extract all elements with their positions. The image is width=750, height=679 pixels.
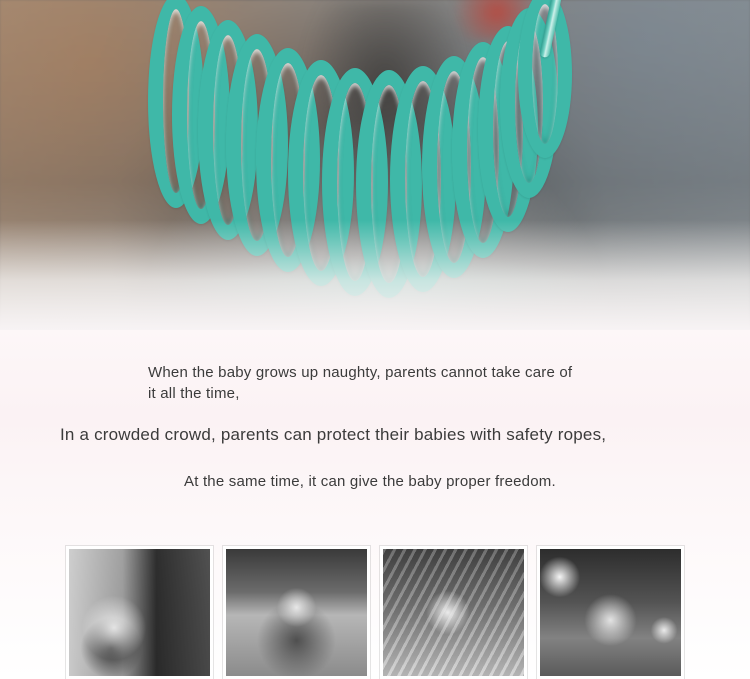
hero-product-photo [0, 0, 750, 330]
gallery-thumb-3-image [383, 549, 524, 676]
gallery-thumb-4 [537, 546, 684, 679]
hero-floor-glow [0, 220, 750, 330]
copy-line-2: In a crowded crowd, parents can protect their babies with safety ropes, [60, 425, 607, 444]
copy-line-3: At the same time, it can give the baby proper freedom. [184, 473, 556, 490]
gallery-thumb-2-image [226, 549, 367, 676]
gallery-thumb-1 [66, 546, 213, 679]
gallery-thumb-3 [380, 546, 527, 679]
gallery-thumb-1-image [69, 549, 210, 676]
gallery-thumb-2 [223, 546, 370, 679]
gallery-thumb-4-image [540, 549, 681, 676]
copy-line-1: When the baby grows up naughty, parents cannot take care of it all the time, [148, 364, 573, 402]
